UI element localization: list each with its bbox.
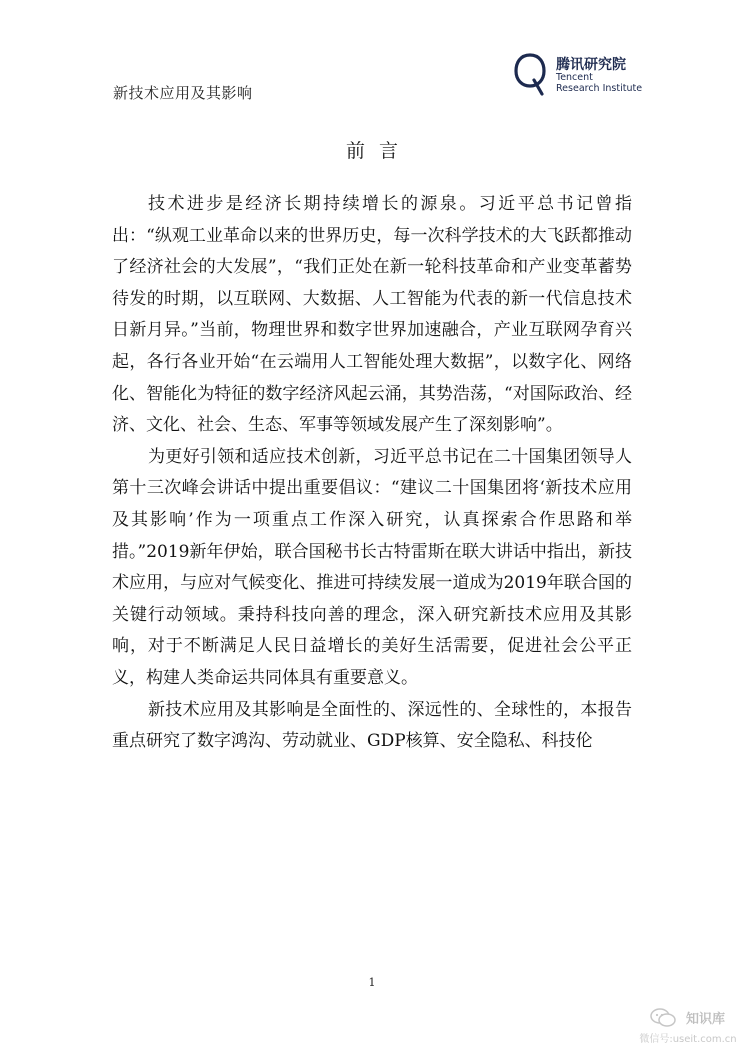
tencent-logo-icon: [512, 52, 548, 96]
logo-name-en-line2: Research Institute: [556, 83, 643, 94]
watermark-name: 知识库: [686, 1012, 726, 1027]
logo-name-cn: 腾讯研究院: [556, 57, 626, 73]
watermark: [632, 1006, 744, 1050]
logo-name-en-line1: Tencent: [556, 72, 593, 83]
page-number: 1: [368, 976, 376, 989]
logo-name-en: [556, 72, 642, 94]
document-body: [112, 189, 632, 758]
page-title: 前言: [345, 140, 412, 162]
paragraph-1: 技术进步是经济长期持续增长的源泉。习近平总书记曾指出：“纵观工业革命以来的世界历史，每一次科学技术的大飞跃都推动了经济社会的大发展”，“我们正处在新一轮科技革命和产业变革蓄势待发的时期，以互联网、大数据、人工智能为代表的新一代信息技术日新月异。”当前，物理世界和数字世界加速融合，产业互联网孕育兴起，各行各业开始“在云端用人工智能处理大数据”，以数字化、网络化、智能化为特征的数字经济风起云涌，其势浩荡，“对国际政治、经济、文化、社会、生态、军事等领域发展产生了深刻影响”。: [112, 194, 632, 436]
wechat-icon: [650, 1008, 676, 1028]
watermark-account: 微信号:useit.com.cn: [639, 1034, 737, 1045]
tencent-research-logo: [512, 52, 642, 98]
running-header-title: 新技术应用及其影响: [113, 84, 253, 102]
paragraph-2: 为更好引领和适应技术创新，习近平总书记在二十国集团领导人第十三次峰会讲话中提出重要倡议：“建议二十国集团将‘新技术应用及其影响’作为一项重点工作深入研究，认真探索合作思路和举措。”2019新年伊始，联合国秘书长古特雷斯在联大讲话中指出，新技术应用，与应对气候变化、推进可持续发展一道成为2019年联合国的关键行动领域。秉持科技向善的理念，深入研究新技术应用及其影响，对于不断满足人民日益增长的美好生活需要，促进社会公平正义，构建人类命运共同体具有重要意义。: [112, 446, 632, 688]
paragraph-3: 新技术应用及其影响是全面性的、深远性的、全球性的，本报告重点研究了数字鸿沟、劳动就业、GDP核算、安全隐私、科技伦: [112, 699, 632, 752]
